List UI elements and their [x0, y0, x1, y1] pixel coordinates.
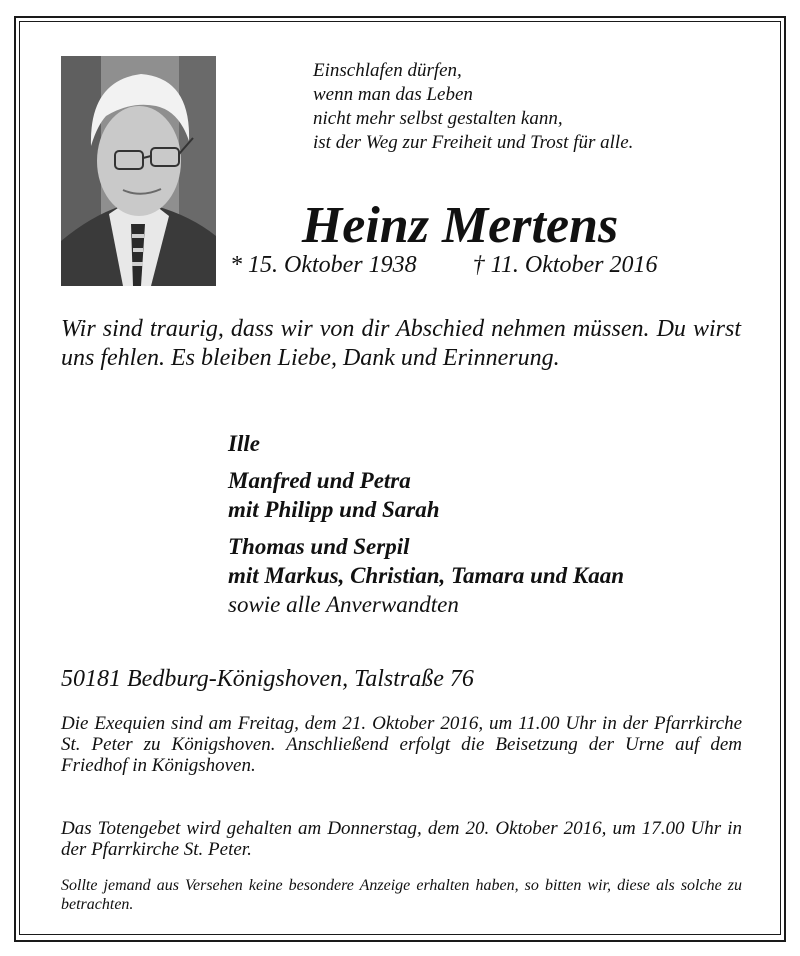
- poem-line: ist der Weg zur Freiheit und Trost für alle.: [313, 132, 634, 153]
- mourner-line: mit Philipp und Sarah: [228, 497, 440, 522]
- address: 50181 Bedburg-Königshoven, Talstraße 76: [61, 666, 474, 692]
- poem-line: wenn man das Leben: [313, 84, 473, 105]
- poem: [313, 59, 753, 155]
- exequies-info: Die Exequien sind am Freitag, dem 21. Oktober 2016, um 11.00 Uhr in der Pfarrkirche St. Peter zu Königshoven. Anschließend erfolgt die Beisetzung der Urne auf dem Friedhof in Königshoven.: [61, 713, 742, 776]
- mourner-line: mit Markus, Christian, Tamara und Kaan: [228, 563, 625, 588]
- mourner-line: Thomas und Serpil: [228, 534, 410, 559]
- mourners-list: [228, 429, 624, 619]
- poem-line: Einschlafen dürfen,: [313, 60, 462, 81]
- death-date: † 11. Oktober 2016: [472, 252, 658, 278]
- life-dates: [230, 250, 658, 280]
- other-relatives: sowie alle Anverwandten: [228, 592, 459, 617]
- birth-date: * 15. Oktober 1938: [230, 252, 417, 278]
- mourner-line: Ille: [228, 431, 260, 456]
- farewell-message: Wir sind traurig, dass wir von dir Abschied nehmen müssen. Du wirst uns fehlen. Es bleiben Liebe, Dank und Erinnerung.: [61, 316, 741, 371]
- notice-note: Sollte jemand aus Versehen keine besondere Anzeige erhalten haben, so bitten wir, diese als solche zu betrachten.: [61, 877, 742, 913]
- poem-line: nicht mehr selbst gestalten kann,: [313, 108, 563, 129]
- prayer-info: Das Totengebet wird gehalten am Donnerstag, dem 20. Oktober 2016, um 17.00 Uhr in der Pfarrkirche St. Peter.: [61, 818, 742, 860]
- mourner-line: Manfred und Petra: [228, 468, 411, 493]
- portrait-photo: [61, 56, 216, 286]
- deceased-name: Heinz Mertens: [301, 197, 619, 254]
